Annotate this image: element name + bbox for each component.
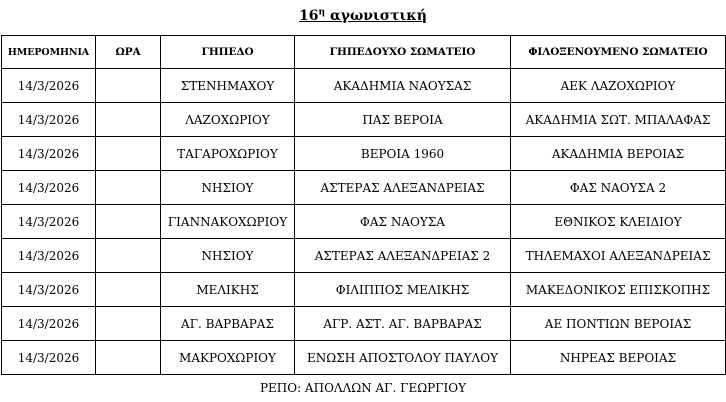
home-team-cell: ΑΣΤΕΡΑΣ ΑΛΕΞΑΝΔΡΕΙΑΣ 2 (295, 239, 511, 273)
table-row (2, 171, 726, 205)
date-cell: 14/3/2026 (2, 69, 96, 103)
table-row (2, 273, 726, 307)
table-row (2, 239, 726, 273)
table-row (2, 69, 726, 103)
header-date: ΗΜΕΡΟΜΗΝΙΑ (2, 36, 96, 69)
round-superscript: η (318, 7, 326, 18)
away-team-cell: ΕΘΝΙΚΟΣ ΚΛΕΙΔΙΟΥ (511, 205, 726, 239)
date-cell: 14/3/2026 (2, 273, 96, 307)
time-cell (96, 239, 161, 273)
time-cell (96, 205, 161, 239)
home-team-cell: ΒΕΡΟΙΑ 1960 (295, 137, 511, 171)
header-time: ΩΡΑ (96, 36, 161, 69)
table-header-row (2, 36, 726, 69)
venue-cell: ΛΑΖΟΧΩΡΙΟΥ (161, 103, 295, 137)
date-cell: 14/3/2026 (2, 205, 96, 239)
home-team-cell: ΑΣΤΕΡΑΣ ΑΛΕΞΑΝΔΡΕΙΑΣ (295, 171, 511, 205)
venue-cell: ΣΤΕΝΗΜΑΧΟΥ (161, 69, 295, 103)
table-row (2, 103, 726, 137)
page-title (0, 7, 726, 25)
date-cell: 14/3/2026 (2, 103, 96, 137)
table-row (2, 307, 726, 341)
away-team-cell: ΑΚΑΔΗΜΙΑ ΒΕΡΟΙΑΣ (511, 137, 726, 171)
away-team-cell: ΤΗΛΕΜΑΧΟΙ ΑΛΕΞΑΝΔΡΕΙΑΣ (511, 239, 726, 273)
date-cell: 14/3/2026 (2, 137, 96, 171)
away-team-cell: ΑΚΑΔΗΜΙΑ ΣΩΤ. ΜΠΑΛΑΦΑΣ (511, 103, 726, 137)
home-team-cell: ΑΚΑΔΗΜΙΑ ΝΑΟΥΣΑΣ (295, 69, 511, 103)
date-cell: 14/3/2026 (2, 341, 96, 375)
table-row (2, 341, 726, 375)
venue-cell: ΜΕΛΙΚΗΣ (161, 273, 295, 307)
away-team-cell: ΑΕΚ ΛΑΖΟΧΩΡΙΟΥ (511, 69, 726, 103)
header-home-team: ΓΗΠΕΔΟΥΧΟ ΣΩΜΑΤΕΙΟ (295, 36, 511, 69)
venue-cell: ΤΑΓΑΡΟΧΩΡΙΟΥ (161, 137, 295, 171)
round-number: 16 (299, 8, 319, 24)
home-team-cell: ΑΓΡ. ΑΣΤ. ΑΓ. ΒΑΡΒΑΡΑΣ (295, 307, 511, 341)
date-cell: 14/3/2026 (2, 307, 96, 341)
away-team-cell: ΦΑΣ ΝΑΟΥΣΑ 2 (511, 171, 726, 205)
venue-cell: ΝΗΣΙΟΥ (161, 239, 295, 273)
time-cell (96, 273, 161, 307)
date-cell: 14/3/2026 (2, 239, 96, 273)
home-team-cell: ΦΑΣ ΝΑΟΥΣΑ (295, 205, 511, 239)
away-team-cell: ΑΕ ΠΟΝΤΙΩΝ ΒΕΡΟΙΑΣ (511, 307, 726, 341)
home-team-cell: ΦΙΛΙΠΠΟΣ ΜΕΛΙΚΗΣ (295, 273, 511, 307)
bye-note: ΡΕΠΟ: ΑΠΟΛΛΩΝ ΑΓ. ΓΕΩΡΓΙΟΥ (259, 381, 467, 395)
time-cell (96, 171, 161, 205)
venue-cell: ΑΓ. ΒΑΡΒΑΡΑΣ (161, 307, 295, 341)
header-venue: ΓΗΠΕΔΟ (161, 36, 295, 69)
venue-cell: ΜΑΚΡΟΧΩΡΙΟΥ (161, 341, 295, 375)
table-row (2, 137, 726, 171)
venue-cell: ΝΗΣΙΟΥ (161, 171, 295, 205)
date-cell: 14/3/2026 (2, 171, 96, 205)
time-cell (96, 69, 161, 103)
home-team-cell: ΕΝΩΣΗ ΑΠΟΣΤΟΛΟΥ ΠΑΥΛΟΥ (295, 341, 511, 375)
time-cell (96, 137, 161, 171)
round-label: αγωνιστική (329, 8, 427, 24)
away-team-cell: ΜΑΚΕΔΟΝΙΚΟΣ ΕΠΙΣΚΟΠΗΣ (511, 273, 726, 307)
time-cell (96, 307, 161, 341)
venue-cell: ΓΙΑΝΝΑΚΟΧΩΡΙΟΥ (161, 205, 295, 239)
home-team-cell: ΠΑΣ ΒΕΡΟΙΑ (295, 103, 511, 137)
time-cell (96, 341, 161, 375)
title-text (299, 8, 427, 24)
away-team-cell: ΝΗΡΕΑΣ ΒΕΡΟΙΑΣ (511, 341, 726, 375)
time-cell (96, 103, 161, 137)
fixtures-table (1, 35, 726, 375)
header-away-team: ΦΙΛΟΞΕΝΟΥΜΕΝΟ ΣΩΜΑΤΕΙΟ (511, 36, 726, 69)
table-row (2, 205, 726, 239)
